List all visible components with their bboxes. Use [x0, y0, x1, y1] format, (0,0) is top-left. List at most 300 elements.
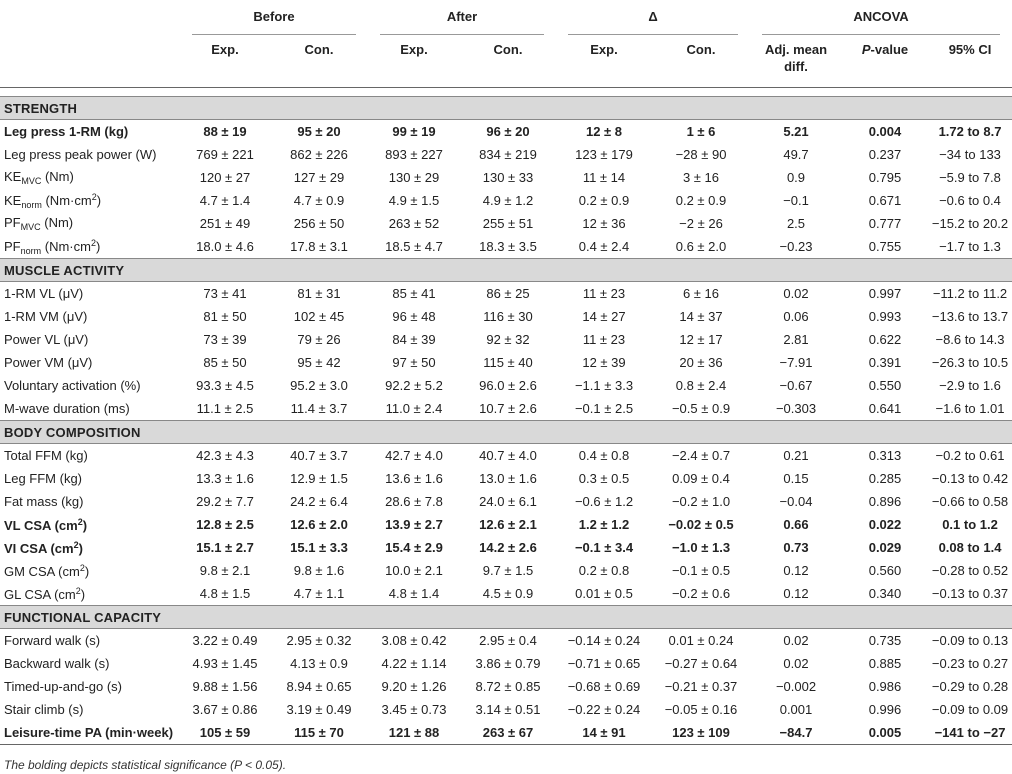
table-body	[0, 97, 1012, 745]
cell-p-value: 0.622	[868, 332, 902, 347]
cell-after-exp: 97 ± 50	[392, 355, 436, 370]
cell-after-exp: 4.8 ± 1.4	[388, 586, 440, 601]
cell-delta-exp: −0.6 ± 1.2	[574, 494, 634, 509]
cell-adj-mean-diff: 0.15	[783, 471, 809, 486]
label-label: PF	[4, 238, 21, 254]
label-label: Leisure-time PA (min·week)	[4, 725, 174, 740]
cell-delta-con: −0.27 ± 0.64	[664, 656, 738, 671]
cell-adj-mean-diff: 0.02	[783, 633, 809, 648]
table-row	[0, 675, 1012, 698]
label-sub: MVC	[21, 176, 42, 186]
cell-after-exp: 15.4 ± 2.9	[385, 540, 443, 555]
cell-ci-95: −15.2 to 20.2	[931, 216, 1009, 231]
cell-delta-con: 14 ± 37	[679, 309, 723, 324]
cell-p-value: 0.996	[868, 702, 902, 717]
cell-delta-con: −0.1 ± 0.5	[671, 563, 731, 578]
cell-after-exp: 4.22 ± 1.14	[381, 656, 447, 671]
cell-after-con: 2.95 ± 0.4	[479, 633, 537, 648]
cell-before-exp: 251 ± 49	[199, 216, 251, 231]
label-unit: (Nm)	[40, 215, 74, 230]
cell-delta-con: −28 ± 90	[675, 147, 727, 162]
cell-before-exp: 81 ± 50	[203, 309, 247, 324]
cell-adj-mean-diff: 0.12	[783, 586, 809, 601]
cell-after-exp: 3.45 ± 0.73	[381, 702, 447, 717]
cell-before-con: 8.94 ± 0.65	[286, 679, 352, 694]
cell-delta-exp: 12 ± 36	[582, 216, 626, 231]
cell-ci-95: −34 to 133	[939, 147, 1001, 162]
spacer-row	[0, 88, 1012, 97]
label-label: Voluntary activation (%)	[4, 378, 141, 393]
cell-before-exp: 13.3 ± 1.6	[196, 471, 254, 486]
cell-p-value: 0.313	[868, 448, 902, 463]
row-label	[0, 698, 180, 721]
cell-ci-95: −0.28 to 0.52	[931, 563, 1009, 578]
adj-mean-line2: diff.	[784, 59, 808, 74]
cell-after-con: 10.7 ± 2.6	[479, 401, 537, 416]
cell-delta-con: 12 ± 17	[679, 332, 723, 347]
group-delta	[556, 0, 750, 35]
label-sup: 2	[91, 191, 97, 202]
cell-delta-con: 0.8 ± 2.4	[675, 378, 727, 393]
cell-after-exp: 10.0 ± 2.1	[385, 563, 443, 578]
cell-after-exp: 28.6 ± 7.8	[385, 494, 443, 509]
row-label	[0, 559, 180, 582]
cell-ci-95: −0.29 to 0.28	[931, 679, 1009, 694]
cell-adj-mean-diff: 0.02	[783, 286, 809, 301]
group-delta-label: Δ	[568, 0, 738, 35]
label-label: Timed-up-and-go (s)	[4, 679, 123, 694]
label-sub: norm	[21, 199, 42, 210]
cell-adj-mean-diff: 0.9	[786, 170, 806, 185]
cell-adj-mean-diff: 0.21	[783, 448, 809, 463]
cell-delta-exp: −0.14 ± 0.24	[567, 633, 641, 648]
label-label: 1-RM VL (μV)	[4, 286, 84, 301]
cell-ci-95: −2.9 to 1.6	[939, 378, 1001, 393]
cell-delta-exp: 11 ± 14	[582, 170, 626, 185]
cell-after-con: 115 ± 40	[483, 355, 533, 370]
cell-delta-con: −2 ± 26	[679, 216, 723, 231]
cell-before-con: 862 ± 226	[290, 147, 348, 162]
row-label	[0, 143, 180, 166]
cell-ci-95: 1.72 to 8.7	[938, 124, 1002, 139]
cell-before-exp: 11.1 ± 2.5	[196, 401, 254, 416]
cell-after-exp: 9.20 ± 1.26	[381, 679, 447, 694]
cell-before-exp: 42.3 ± 4.3	[196, 448, 254, 463]
cell-delta-exp: −1.1 ± 3.3	[574, 378, 634, 393]
cell-delta-exp: 14 ± 27	[582, 309, 626, 324]
cell-ci-95: −13.6 to 13.7	[931, 309, 1009, 324]
table-row	[0, 698, 1012, 721]
cell-ci-95: −0.23 to 0.27	[931, 656, 1009, 671]
cell-delta-con: −0.21 ± 0.37	[664, 679, 738, 694]
col-delta-con: Con.	[686, 42, 716, 57]
cell-delta-exp: −0.68 ± 0.69	[567, 679, 641, 694]
cell-after-exp: 13.9 ± 2.7	[385, 517, 443, 532]
cell-adj-mean-diff: −0.23	[779, 239, 813, 254]
cell-before-con: 115 ± 70	[294, 725, 344, 740]
cell-before-con: 4.7 ± 1.1	[293, 586, 345, 601]
cell-delta-con: 20 ± 36	[679, 355, 723, 370]
cell-p-value: 0.029	[868, 540, 902, 555]
cell-p-value: 0.340	[868, 586, 902, 601]
table-row	[0, 212, 1012, 235]
cell-ci-95: −0.13 to 0.42	[931, 471, 1009, 486]
cell-delta-exp: 0.2 ± 0.9	[578, 193, 630, 208]
cell-ci-95: −141 to −27	[934, 725, 1006, 740]
cell-p-value: 0.795	[868, 170, 902, 185]
label-label: Backward walk (s)	[4, 656, 110, 671]
cell-p-value: 0.641	[868, 401, 902, 416]
cell-after-exp: 18.5 ± 4.7	[385, 239, 443, 254]
cell-ci-95: −0.66 to 0.58	[931, 494, 1009, 509]
cell-delta-con: −0.02 ± 0.5	[668, 517, 734, 532]
row-label	[0, 212, 180, 235]
cell-p-value: 0.560	[868, 563, 902, 578]
col-after-exp: Exp.	[400, 42, 428, 57]
label-label: Forward walk (s)	[4, 633, 101, 648]
label-unit2: )	[84, 563, 90, 579]
cell-delta-exp: 0.3 ± 0.5	[578, 471, 630, 486]
cell-delta-con: −0.5 ± 0.9	[671, 401, 731, 416]
cell-ci-95: −26.3 to 10.5	[931, 355, 1009, 370]
section-title: STRENGTH	[0, 97, 1012, 120]
cell-after-exp: 121 ± 88	[388, 725, 440, 740]
table-row	[0, 513, 1012, 536]
label-label: Leg press 1-RM (kg)	[4, 124, 129, 139]
p-value-suffix: -value	[870, 42, 909, 57]
col-p-value	[842, 35, 928, 88]
row-label	[0, 374, 180, 397]
cell-delta-exp: −0.71 ± 0.65	[567, 656, 641, 671]
cell-ci-95: −8.6 to 14.3	[935, 332, 1005, 347]
label-label: M-wave duration (ms)	[4, 401, 130, 416]
label-label: Power VM (μV)	[4, 355, 93, 370]
blank-header	[0, 35, 180, 88]
row-label	[0, 513, 180, 536]
cell-ci-95: −0.13 to 0.37	[931, 586, 1009, 601]
footnote: The bolding depicts statistical significance (P < 0.05).	[4, 758, 287, 772]
cell-delta-exp: 14 ± 91	[582, 725, 626, 740]
group-after-label: After	[380, 0, 544, 35]
cell-after-con: 14.2 ± 2.6	[479, 540, 537, 555]
cell-delta-exp: 0.01 ± 0.5	[575, 586, 633, 601]
label-label: KE	[4, 192, 22, 208]
cell-before-exp: 88 ± 19	[203, 124, 247, 139]
cell-delta-exp: −0.1 ± 2.5	[574, 401, 634, 416]
label-unit2: )	[80, 586, 86, 602]
cell-after-con: 4.5 ± 0.9	[482, 586, 534, 601]
label-label: VL CSA (cm	[4, 517, 78, 533]
cell-before-exp: 93.3 ± 4.5	[196, 378, 254, 393]
table-row	[0, 536, 1012, 559]
label-unit2: )	[82, 517, 88, 533]
table-row	[0, 467, 1012, 490]
cell-adj-mean-diff: −0.1	[783, 193, 809, 208]
cell-ci-95: 0.1 to 1.2	[942, 517, 998, 532]
row-label	[0, 397, 180, 421]
cell-delta-con: 3 ± 16	[682, 170, 720, 185]
cell-delta-con: 0.2 ± 0.9	[675, 193, 727, 208]
cell-before-con: 24.2 ± 6.4	[290, 494, 348, 509]
cell-before-con: 95 ± 42	[297, 355, 341, 370]
cell-before-con: 15.1 ± 3.3	[290, 540, 348, 555]
cell-before-con: 81 ± 31	[297, 286, 341, 301]
cell-before-exp: 120 ± 27	[199, 170, 251, 185]
cell-after-con: 92 ± 32	[486, 332, 530, 347]
row-label	[0, 305, 180, 328]
label-unit2: )	[96, 192, 102, 208]
cell-after-con: 24.0 ± 6.1	[479, 494, 537, 509]
table-row	[0, 235, 1012, 259]
cell-before-exp: 85 ± 50	[203, 355, 247, 370]
cell-delta-con: −2.4 ± 0.7	[671, 448, 731, 463]
cell-delta-exp: 0.4 ± 0.8	[578, 448, 630, 463]
cell-adj-mean-diff: −0.67	[779, 378, 813, 393]
p-italic: P	[861, 42, 871, 57]
cell-after-con: 4.9 ± 1.2	[482, 193, 534, 208]
label-unit: (Nm·cm	[41, 192, 92, 208]
row-label	[0, 351, 180, 374]
label-label: Power VL (μV)	[4, 332, 89, 347]
cell-delta-con: 0.01 ± 0.24	[668, 633, 734, 648]
cell-before-con: 11.4 ± 3.7	[290, 401, 348, 416]
group-after	[368, 0, 556, 35]
cell-delta-con: −1.0 ± 1.3	[671, 540, 731, 555]
cell-after-con: 3.86 ± 0.79	[475, 656, 541, 671]
cell-adj-mean-diff: 2.5	[786, 216, 806, 231]
cell-p-value: 0.391	[868, 355, 902, 370]
cell-adj-mean-diff: 49.7	[783, 147, 809, 162]
cell-delta-con: 0.09 ± 0.4	[672, 471, 730, 486]
cell-before-exp: 9.8 ± 2.1	[199, 563, 251, 578]
cell-after-con: 12.6 ± 2.1	[479, 517, 537, 532]
cell-before-exp: 18.0 ± 4.6	[196, 239, 254, 254]
cell-delta-exp: 11 ± 23	[582, 286, 626, 301]
label-sup: 2	[73, 539, 79, 550]
cell-delta-exp: 11 ± 23	[582, 332, 626, 347]
cell-ci-95: −5.9 to 7.8	[939, 170, 1001, 185]
cell-delta-con: −0.2 ± 1.0	[671, 494, 731, 509]
label-label: GL CSA (cm	[4, 586, 76, 602]
cell-p-value: 0.237	[868, 147, 902, 162]
table-row	[0, 166, 1012, 189]
cell-delta-con: 0.6 ± 2.0	[675, 239, 727, 254]
group-header-row	[0, 0, 1012, 35]
section-header	[0, 259, 1012, 282]
cell-before-con: 256 ± 50	[293, 216, 345, 231]
cell-before-con: 127 ± 29	[293, 170, 345, 185]
cell-ci-95: −0.6 to 0.4	[939, 193, 1001, 208]
table-row	[0, 629, 1012, 653]
cell-before-con: 9.8 ± 1.6	[293, 563, 345, 578]
cell-before-exp: 3.67 ± 0.86	[192, 702, 258, 717]
row-label	[0, 490, 180, 513]
cell-delta-con: 1 ± 6	[686, 124, 716, 139]
label-unit: (Nm·cm	[41, 238, 91, 254]
col-95-ci: 95% CI	[948, 42, 992, 57]
cell-after-con: 96.0 ± 2.6	[479, 378, 537, 393]
cell-after-exp: 96 ± 48	[392, 309, 436, 324]
cell-before-exp: 769 ± 221	[196, 147, 254, 162]
cell-delta-con: 6 ± 16	[682, 286, 720, 301]
cell-after-con: 86 ± 25	[486, 286, 530, 301]
cell-ci-95: −0.09 to 0.13	[931, 633, 1009, 648]
col-before-con: Con.	[304, 42, 334, 57]
cell-p-value: 0.993	[868, 309, 902, 324]
cell-ci-95: −0.2 to 0.61	[935, 448, 1005, 463]
cell-after-exp: 11.0 ± 2.4	[385, 401, 443, 416]
cell-after-exp: 84 ± 39	[392, 332, 436, 347]
cell-delta-exp: 12 ± 8	[585, 124, 623, 139]
cell-before-exp: 15.1 ± 2.7	[196, 540, 254, 555]
cell-after-exp: 130 ± 29	[388, 170, 440, 185]
row-label	[0, 721, 180, 745]
cell-p-value: 0.997	[868, 286, 902, 301]
cell-before-exp: 73 ± 39	[203, 332, 247, 347]
row-label	[0, 120, 180, 144]
section-title: BODY COMPOSITION	[0, 421, 1012, 444]
row-label	[0, 629, 180, 653]
label-sup: 2	[75, 585, 81, 596]
cell-before-con: 4.7 ± 0.9	[293, 193, 345, 208]
cell-before-exp: 4.8 ± 1.5	[199, 586, 251, 601]
cell-before-exp: 4.7 ± 1.4	[199, 193, 251, 208]
cell-after-con: 40.7 ± 4.0	[479, 448, 537, 463]
label-sub: norm	[20, 245, 42, 256]
table-row	[0, 328, 1012, 351]
cell-ci-95: −1.6 to 1.01	[935, 401, 1005, 416]
cell-after-exp: 263 ± 52	[388, 216, 440, 231]
cell-p-value: 0.885	[868, 656, 902, 671]
table-row	[0, 721, 1012, 745]
cell-before-con: 2.95 ± 0.32	[286, 633, 352, 648]
cell-after-exp: 99 ± 19	[392, 124, 436, 139]
cell-after-con: 263 ± 67	[482, 725, 534, 740]
cell-after-con: 834 ± 219	[479, 147, 537, 162]
cell-delta-con: −0.05 ± 0.16	[664, 702, 738, 717]
cell-ci-95: −0.09 to 0.09	[931, 702, 1009, 717]
row-label	[0, 675, 180, 698]
cell-after-con: 8.72 ± 0.85	[475, 679, 541, 694]
cell-p-value: 0.896	[868, 494, 902, 509]
group-before	[180, 0, 368, 35]
table-row	[0, 374, 1012, 397]
cell-delta-exp: −0.22 ± 0.24	[567, 702, 641, 717]
cell-after-exp: 3.08 ± 0.42	[381, 633, 447, 648]
cell-p-value: 0.755	[868, 239, 902, 254]
cell-adj-mean-diff: −0.303	[775, 401, 817, 416]
table-row	[0, 120, 1012, 144]
column-header-row	[0, 35, 1012, 88]
label-sup: 2	[90, 237, 96, 248]
row-label	[0, 652, 180, 675]
row-label	[0, 467, 180, 490]
cell-p-value: 0.777	[868, 216, 902, 231]
cell-after-exp: 92.2 ± 5.2	[385, 378, 443, 393]
cell-after-exp: 893 ± 227	[385, 147, 443, 162]
label-sup: 2	[79, 562, 85, 573]
cell-after-con: 255 ± 51	[482, 216, 534, 231]
cell-adj-mean-diff: 0.02	[783, 656, 809, 671]
cell-after-con: 3.14 ± 0.51	[475, 702, 541, 717]
label-label: Leg press peak power (W)	[4, 147, 157, 162]
cell-after-con: 18.3 ± 3.5	[479, 239, 537, 254]
label-unit2: )	[95, 238, 101, 254]
cell-delta-exp: 0.4 ± 2.4	[578, 239, 630, 254]
cell-adj-mean-diff: 2.81	[783, 332, 809, 347]
cell-ci-95: −1.7 to 1.3	[939, 239, 1001, 254]
table-row	[0, 282, 1012, 306]
cell-before-con: 3.19 ± 0.49	[286, 702, 352, 717]
cell-after-con: 130 ± 33	[482, 170, 534, 185]
cell-before-con: 102 ± 45	[293, 309, 345, 324]
cell-before-con: 95.2 ± 3.0	[290, 378, 348, 393]
label-label: VI CSA (cm	[4, 540, 74, 556]
cell-p-value: 0.550	[868, 378, 902, 393]
cell-ci-95: 0.08 to 1.4	[938, 540, 1002, 555]
label-label: PF	[4, 215, 21, 230]
table-row	[0, 652, 1012, 675]
corner-cell	[0, 0, 180, 35]
cell-p-value: 0.005	[868, 725, 902, 740]
label-label: Stair climb (s)	[4, 702, 84, 717]
cell-after-exp: 13.6 ± 1.6	[385, 471, 443, 486]
cell-delta-con: −0.2 ± 0.6	[671, 586, 731, 601]
label-sub: MVC	[20, 222, 41, 232]
cell-before-exp: 9.88 ± 1.56	[192, 679, 258, 694]
table-row	[0, 189, 1012, 212]
label-label: Total FFM (kg)	[4, 448, 88, 463]
table-row	[0, 582, 1012, 606]
adj-mean-line1: Adj. mean	[764, 42, 828, 57]
cell-adj-mean-diff: 0.001	[779, 702, 813, 717]
table-row	[0, 444, 1012, 468]
cell-before-con: 95 ± 20	[297, 124, 341, 139]
cell-before-con: 79 ± 26	[297, 332, 341, 347]
label-unit2: )	[78, 540, 83, 556]
section-header	[0, 421, 1012, 444]
label-label: Leg FFM (kg)	[4, 471, 83, 486]
cell-before-con: 40.7 ± 3.7	[290, 448, 348, 463]
col-adj-mean-diff	[750, 35, 842, 88]
cell-p-value: 0.022	[868, 517, 902, 532]
cell-after-con: 96 ± 20	[486, 124, 530, 139]
cell-after-exp: 4.9 ± 1.5	[388, 193, 440, 208]
cell-delta-exp: 0.2 ± 0.8	[578, 563, 630, 578]
table-row	[0, 397, 1012, 421]
label-label: Fat mass (kg)	[4, 494, 84, 509]
label-label: KE	[4, 169, 22, 184]
table-row	[0, 351, 1012, 374]
cell-p-value: 0.986	[868, 679, 902, 694]
col-delta-exp: Exp.	[590, 42, 618, 57]
label-label: GM CSA (cm	[4, 563, 80, 579]
cell-adj-mean-diff: 0.06	[783, 309, 809, 324]
section-header	[0, 97, 1012, 120]
cell-before-exp: 73 ± 41	[203, 286, 247, 301]
label-unit: (Nm)	[41, 169, 74, 184]
cell-before-exp: 3.22 ± 0.49	[192, 633, 258, 648]
row-label	[0, 166, 180, 189]
label-label: 1-RM VM (μV)	[4, 309, 88, 324]
cell-delta-exp: 1.2 ± 1.2	[578, 517, 630, 532]
group-ancova-label: ANCOVA	[762, 0, 1000, 35]
cell-before-exp: 4.93 ± 1.45	[192, 656, 258, 671]
cell-before-exp: 105 ± 59	[199, 725, 251, 740]
cell-adj-mean-diff: 0.73	[783, 540, 809, 555]
table-row	[0, 143, 1012, 166]
cell-after-exp: 85 ± 41	[392, 286, 436, 301]
